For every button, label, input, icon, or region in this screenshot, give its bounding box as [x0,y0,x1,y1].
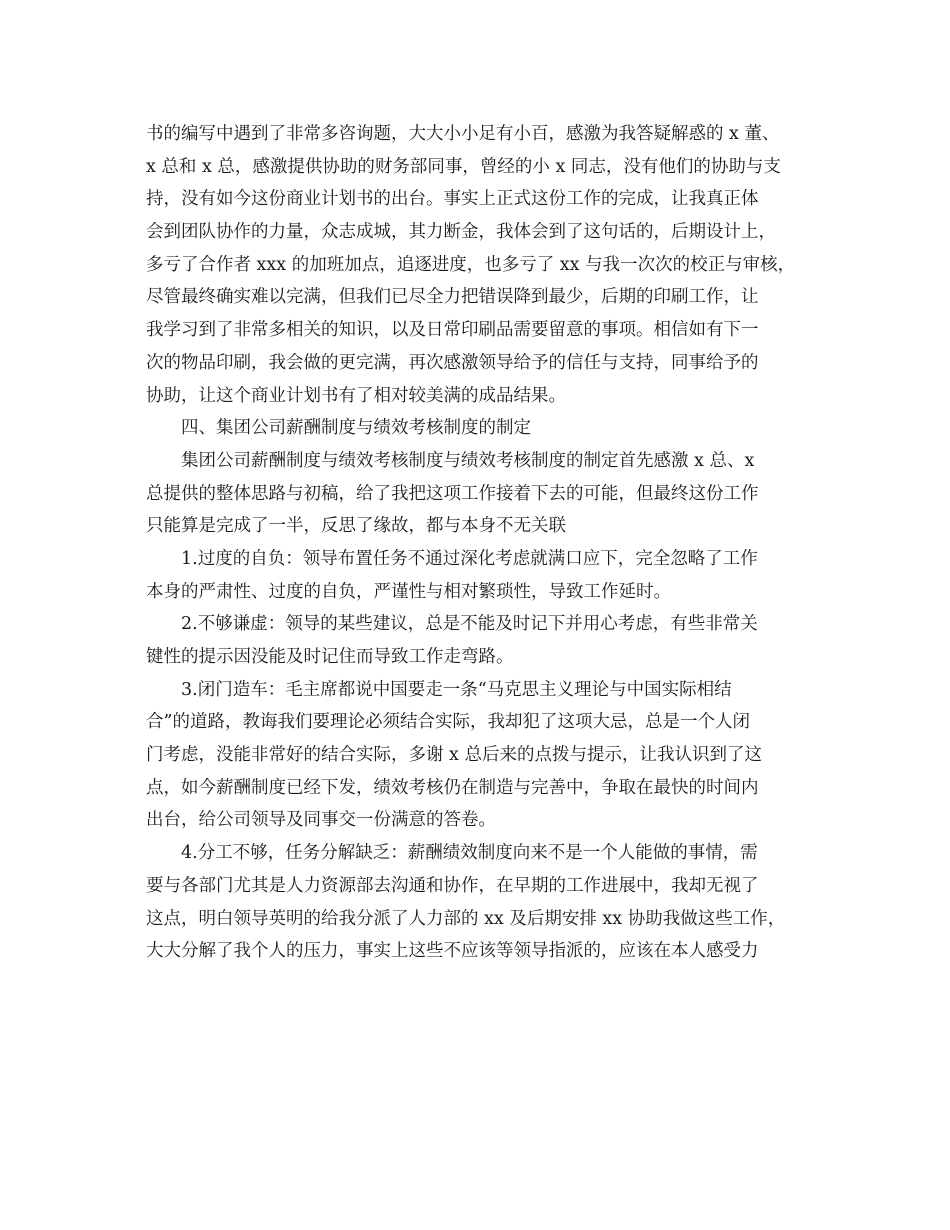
text-line: 只能算是完成了一半，反思了缘故，都与本身不无关联 [146,516,566,537]
text-line: 总提供的整体思路与初稿，给了我把这项工作接着下去的可能，但最终这份工作 [146,483,759,504]
text-line: 会到团队协作的力量，众志成城，其力断金，我体会到了这句话的，后期设计上， [146,222,776,243]
text-line: 次的物品印刷，我会做的更完满，再次感激领导给予的信任与支持，同事给予的 [146,352,759,373]
text-line: 本身的严肃性、过度的自负，严谨性与相对繁琐性，导致工作延时。 [146,581,671,602]
body-text [146,118,818,968]
text-line: x 总和 x 总，感激提供协助的财务部同事，曾经的小 x 同志，没有他们的协助与支 [146,156,781,177]
text-line: 协助，让这个商业计划书有了相对较美满的成品结果。 [146,385,566,406]
text-line: 合”的道路，教诲我们要理论必须结合实际，我却犯了这项大忌，总是一个人闭 [146,712,750,733]
text-line: 我学习到了非常多相关的知识，以及日常印刷品需要留意的事项。相信如有下一 [146,320,759,341]
text-line: 出台，给公司领导及同事交一份满意的答卷。 [146,810,496,831]
text-line: 大大分解了我个人的压力，事实上这些不应该等领导指派的，应该在本人感受力 [146,941,759,962]
text-line: 集团公司薪酬制度与绩效考核制度与绩效考核制度的制定首先感激 x 总、x [181,450,755,471]
text-line: 这点，明白领导英明的给我分派了人力部的 xx 及后期安排 xx 协助我做这些工作， [146,908,786,929]
text-line: 书的编写中遇到了非常多咨询题，大大小小足有小百，感激为我答疑解惑的 x 董、 [146,124,780,144]
text-line: 键性的提示因没能及时记住而导致工作走弯路。 [146,647,514,667]
text-line: 1.过度的自负：领导布置任务不通过深化考虑就满口应下，完全忽略了工作 [181,548,758,569]
text-line: 2.不够谦虚：领导的某些建议，总是不能及时记下并用心考虑，有些非常关 [181,614,758,635]
text-line: 多亏了合作者 xxx 的加班加点，追逐进度，也多亏了 xx 与我一次次的校正与审核， [146,254,796,275]
text-line: 点，如今薪酬制度已经下发，绩效考核仍在制造与完善中，争取在最快的时间内 [146,777,759,798]
text-line: 4.分工不够，任务分解缺乏：薪酬绩效制度向来不是一个人能做的事情，需 [181,843,758,864]
text-line: 3.闭门造车：毛主席都说中国要走一条“马克思主义理论与中国实际相结 [181,679,732,700]
text-line: 持，没有如今这份商业计划书的出台。事实上正式这份工作的完成，让我真正体 [146,189,759,210]
text-line: 要与各部门尤其是人力资源部去沟通和协作，在早期的工作进展中，我却无视了 [146,875,759,896]
text-line: 四、集团公司薪酬制度与绩效考核制度的制定 [181,418,531,439]
text-line: 门考虑，没能非常好的结合实际，多谢 x 总后来的点拨与提示，让我认识到了这 [146,745,762,766]
text-line: 尽管最终确实难以完满，但我们已尽全力把错误降到最少，后期的印刷工作，让 [146,287,759,308]
